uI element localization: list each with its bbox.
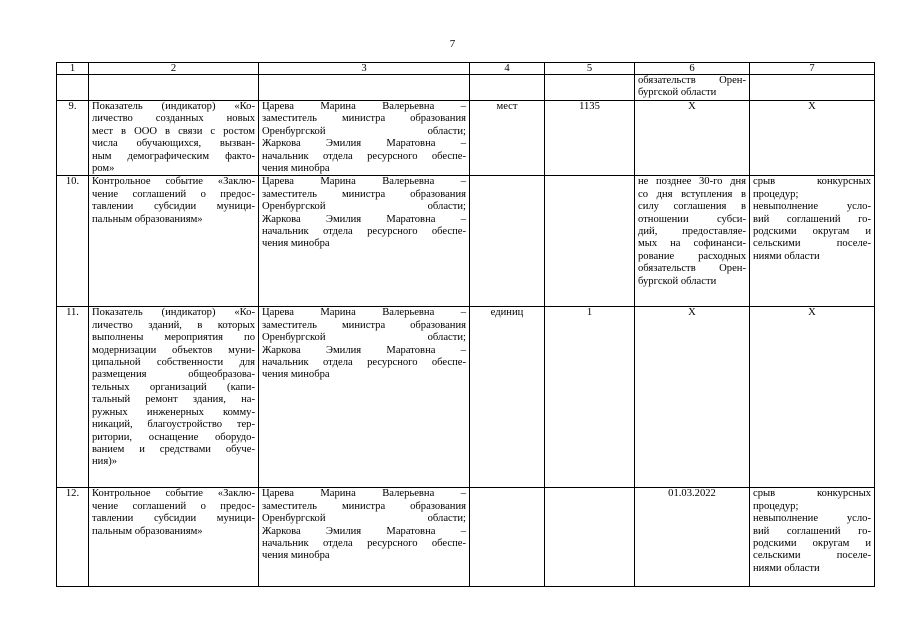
cell-text-line: Оренбургской области; [262,125,466,137]
cell-text-line: пальным образованиям» [92,213,203,225]
deadline-cell [635,488,750,587]
risks-cell [750,488,875,587]
page-number: 7 [449,38,456,50]
cell-text-line: невыполнение усло- [753,201,871,213]
unit-cell [470,75,545,101]
table-row [57,307,875,488]
cell-text-line: процедур; [753,500,799,512]
measure-name-cell [89,488,259,587]
table-body [57,75,875,587]
cell-text-line: ром» [92,163,115,175]
table-header-row [57,63,875,75]
cell-text-line: числа обучающихся, вызван- [92,138,255,150]
cell-text-line: чение соглашений о предос- [92,188,255,200]
table-row [57,176,875,307]
column-header: 3 [259,63,470,75]
cell-text-line: выполнены мероприятия по [92,332,255,344]
cell-text-line: заместитель министра образования [262,113,466,125]
cell-text-line: заместитель министра образования [262,188,466,200]
cell-text-line: X [688,307,696,319]
table-row [57,488,875,587]
cell-text-line: ния)» [92,456,118,468]
unit-cell [470,488,545,587]
cell-text-line: не позднее 30-го дня [638,176,746,188]
unit-cell: единиц [470,307,545,488]
cell-text-line: Жаркова Эмилия Маратовна – [262,213,466,225]
cell-text-line: срыв конкурсных [753,176,871,188]
cell-text-line: ниями области [753,250,820,262]
cell-text-line: бургской области [638,275,717,287]
cell-text-line: невыполнение усло- [753,513,871,525]
cell-text-line: рование расходных [638,250,746,262]
cell-text-line: сельскими поселе- [753,238,871,250]
measure-name-cell [89,75,259,101]
cell-text-line: дий, предоставляе- [638,226,746,238]
cell-text-line: чения минобра [262,238,330,250]
cell-text-line: Показатель (индикатор) «Ко- [92,101,255,112]
cell-text-line: тавлении субсидии муници- [92,201,255,213]
responsible-cell [259,101,470,176]
cell-text-line: силу соглашения в [638,201,746,213]
cell-text-line: мых на софинанси- [638,238,746,250]
responsible-cell [259,75,470,101]
cell-text-line: Царева Марина Валерьевна – [262,176,466,188]
unit-cell: мест [470,101,545,176]
cell-text-line: чения минобра [262,369,330,381]
cell-text-line: ным демографическим факто- [92,150,255,162]
cell-text-line: Контрольное событие «Заклю- [92,176,255,188]
cell-text-line: Жаркова Эмилия Маратовна – [262,138,466,150]
value-cell [545,488,635,587]
cell-text-line: тавлении субсидии муници- [92,513,255,525]
cell-text-line: Оренбургской области; [262,332,466,344]
cell-text-line: ванием и средствами обуче- [92,443,255,455]
cell-text-line: начальник отдела ресурсного обеспе- [262,226,466,238]
cell-text-line: начальник отдела ресурсного обеспе- [262,538,466,550]
cell-text-line: ципальной собственности для [92,357,255,369]
row-number: 9. [57,101,89,176]
cell-text-line: 01.03.2022 [668,488,716,500]
risks-cell [750,176,875,307]
cell-text-line: X [808,101,816,112]
measure-name-cell [89,307,259,488]
cell-text-line: X [688,101,696,112]
column-header: 5 [545,63,635,75]
risks-cell [750,307,875,488]
column-header: 2 [89,63,259,75]
deadline-cell [635,101,750,176]
cell-text-line: чения минобра [262,163,330,175]
cell-text-line: со дня вступления в [638,188,746,200]
value-cell [545,75,635,101]
cell-text-line: ритории, оснащение оборудо- [92,431,255,443]
column-header: 6 [635,63,750,75]
unit-cell [470,176,545,307]
cell-text-line: заместитель министра образования [262,319,466,331]
cell-text-line: пальным образованиям» [92,525,203,537]
cell-text-line: процедур; [753,188,799,200]
cell-text-line: личество зданий, в которых [92,319,255,331]
cell-text-line: родскими округам и [753,538,871,550]
column-header: 7 [750,63,875,75]
cell-text-line: Царева Марина Валерьевна – [262,488,466,500]
row-number: 10. [57,176,89,307]
cell-text-line: родскими округам и [753,226,871,238]
cell-text-line: начальник отдела ресурсного обеспе- [262,357,466,369]
column-header: 1 [57,63,89,75]
cell-text-line: личество созданных новых [92,113,255,125]
cell-text-line: срыв конкурсных [753,488,871,500]
cell-text-line: начальник отдела ресурсного обеспе- [262,150,466,162]
responsible-cell [259,488,470,587]
responsible-cell [259,307,470,488]
table-row [57,75,875,101]
cell-text-line: ружных инженерных комму- [92,406,255,418]
deadline-cell [635,75,750,101]
cell-text-line: Царева Марина Валерьевна – [262,101,466,112]
cell-text-line: X [808,307,816,319]
measures-table [56,62,875,587]
cell-text-line: никаций, благоустройство тер- [92,419,255,431]
deadline-cell [635,307,750,488]
cell-text-line: Жаркова Эмилия Маратовна – [262,344,466,356]
cell-text-line: Контрольное событие «Заклю- [92,488,255,500]
value-cell: 1135 [545,101,635,176]
cell-text-line: Царева Марина Валерьевна – [262,307,466,319]
cell-text-line: бургской области [638,87,717,99]
risks-cell [750,75,875,101]
cell-text-line: тельных организаций (капи- [92,381,255,393]
value-cell [545,176,635,307]
risks-cell [750,101,875,176]
cell-text-line: размещения общеобразова- [92,369,255,381]
cell-text-line: отношении субси- [638,213,746,225]
responsible-cell [259,176,470,307]
cell-text-line: мест в ООО в связи с ростом [92,125,255,137]
cell-text-line: ниями области [753,562,820,574]
cell-text-line: чение соглашений о предос- [92,500,255,512]
row-number: 11. [57,307,89,488]
row-number [57,75,89,101]
cell-text-line: модернизации объектов муни- [92,344,255,356]
cell-text-line: чения минобра [262,550,330,562]
measure-name-cell [89,101,259,176]
row-number: 12. [57,488,89,587]
cell-text-line: Оренбургской области; [262,513,466,525]
cell-text-line: вий соглашений го- [753,525,871,537]
cell-text-line: Жаркова Эмилия Маратовна – [262,525,466,537]
cell-text-line: обязательств Орен- [638,263,746,275]
measure-name-cell [89,176,259,307]
cell-text-line: вий соглашений го- [753,213,871,225]
cell-text-line: сельскими поселе- [753,550,871,562]
cell-text-line: Оренбургской области; [262,201,466,213]
deadline-cell [635,176,750,307]
cell-text-line: тальный ремонт здания, на- [92,394,255,406]
cell-text-line: Показатель (индикатор) «Ко- [92,307,255,319]
value-cell: 1 [545,307,635,488]
column-header: 4 [470,63,545,75]
cell-text-line: обязательств Орен- [638,75,746,86]
table-row [57,101,875,176]
cell-text-line: заместитель министра образования [262,500,466,512]
